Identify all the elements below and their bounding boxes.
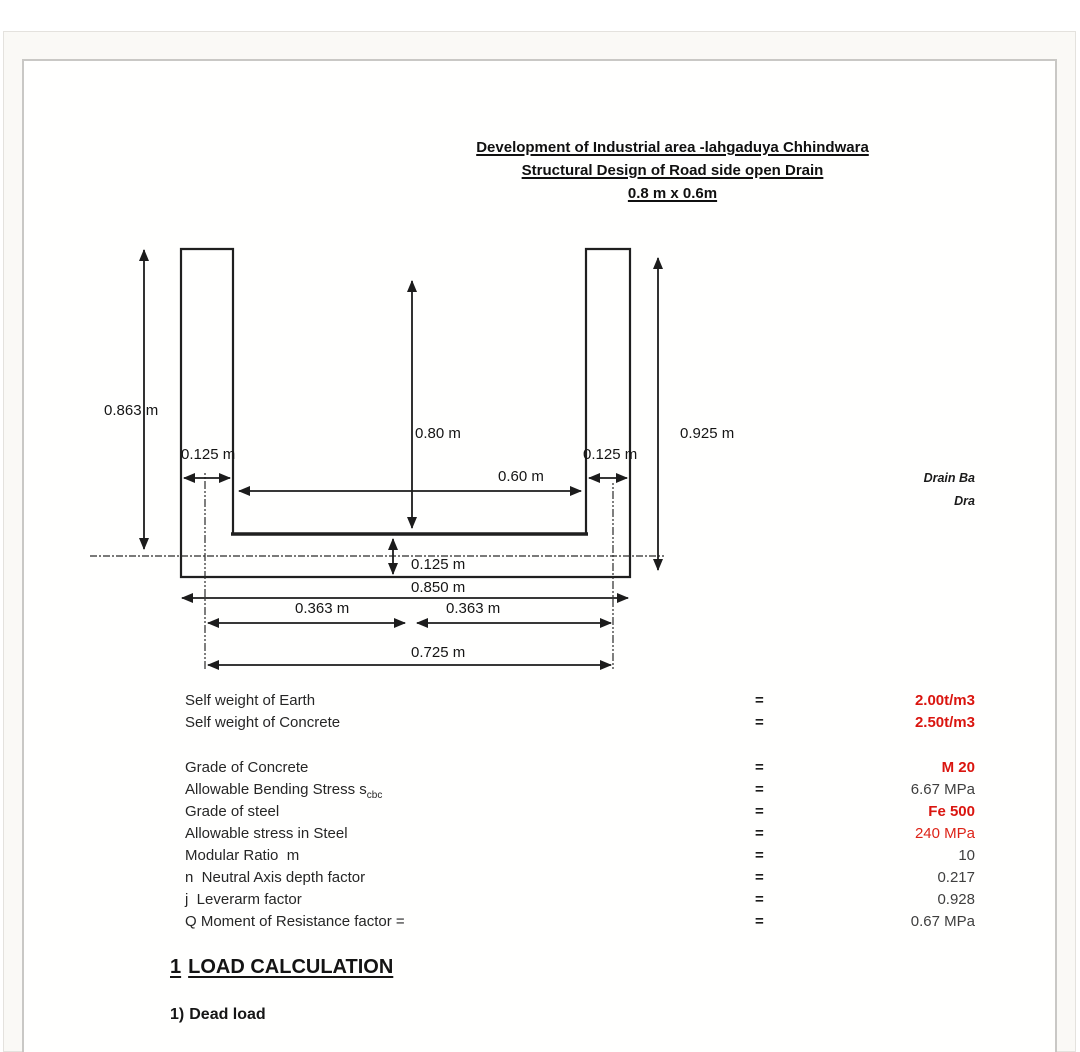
equals-sign: = <box>755 869 764 886</box>
section-title: LOAD CALCULATION <box>188 956 394 978</box>
dim-wall-right-label: 0.125 m <box>583 446 638 463</box>
table-row <box>185 781 975 803</box>
equals-sign: = <box>755 891 764 908</box>
dim-height-right-label: 0.925 m <box>680 425 735 442</box>
dead-load-heading <box>170 1006 266 1024</box>
table-row <box>185 869 975 891</box>
table-row <box>185 692 975 714</box>
dim-wall-left-label: 0.125 m <box>181 446 236 463</box>
table-row <box>185 803 975 825</box>
dim-half-left-label: 0.363 m <box>295 600 350 617</box>
dim-height-left-label: 0.863 m <box>104 402 159 419</box>
subscript-cbc: cbc <box>366 790 383 801</box>
param-label: Allowable stress in Steel <box>185 825 348 842</box>
title-line-3: 0.8 m x 0.6m <box>627 185 718 202</box>
table-row <box>185 847 975 869</box>
section-number: 1 <box>170 956 182 978</box>
subsection-title: Dead load <box>189 1006 266 1023</box>
param-label: Modular Ratio m <box>185 847 300 864</box>
dim-inner-depth-label: 0.80 m <box>415 425 461 442</box>
drain-outline <box>181 249 630 577</box>
equals-sign: = <box>755 781 764 798</box>
param-value: 0.217 <box>937 869 975 886</box>
table-row <box>185 891 975 913</box>
side-note-drain-1: Drain Ba <box>923 471 975 485</box>
dim-total-span-label: 0.725 m <box>411 644 466 661</box>
param-value: 240 MPa <box>914 825 975 842</box>
param-value: 2.50t/m3 <box>914 714 975 731</box>
dim-base-width-label: 0.850 m <box>411 579 466 596</box>
param-label: n Neutral Axis depth factor <box>185 869 366 886</box>
title-line-2: Structural Design of Road side open Drain <box>521 162 824 179</box>
document-title <box>340 136 1005 205</box>
equals-sign: = <box>755 759 764 776</box>
param-value: 0.928 <box>937 891 975 908</box>
reference-lines <box>90 473 664 670</box>
param-label: j Leverarm factor <box>185 891 302 908</box>
table-row <box>185 714 975 736</box>
param-label: Grade of Concrete <box>185 759 309 776</box>
equals-sign: = <box>755 913 764 930</box>
design-parameters-table <box>185 692 975 935</box>
table-row <box>185 759 975 781</box>
equals-sign: = <box>755 692 764 709</box>
param-value: M 20 <box>941 759 975 776</box>
param-value: 10 <box>958 847 975 864</box>
param-label: Self weight of Concrete <box>185 714 341 731</box>
param-value: 6.67 MPa <box>910 781 975 798</box>
dim-half-right-label: 0.363 m <box>446 600 501 617</box>
title-line-1: Development of Industrial area -lahgaduya Chhindwara <box>476 139 869 156</box>
param-label: Grade of steel <box>185 803 280 820</box>
subsection-number: 1) <box>170 1006 185 1023</box>
equals-sign: = <box>755 825 764 842</box>
side-note-drain-2: Dra <box>954 494 975 508</box>
param-value: 0.67 MPa <box>910 913 975 930</box>
equals-sign: = <box>755 803 764 820</box>
equals-sign: = <box>755 714 764 731</box>
dim-slab-label: 0.125 m <box>411 556 466 573</box>
load-calculation-heading <box>170 956 393 979</box>
param-value: 2.00t/m3 <box>914 692 975 709</box>
equals-sign: = <box>755 847 764 864</box>
param-label: Self weight of Earth <box>185 692 316 709</box>
param-label: Q Moment of Resistance factor = <box>185 913 405 930</box>
param-label: Allowable Bending Stress $s_{cbc}$ <box>185 781 383 801</box>
dim-inner-width-label: 0.60 m <box>498 468 544 485</box>
table-row <box>185 913 975 935</box>
table-row <box>185 825 975 847</box>
param-value: Fe 500 <box>928 803 975 820</box>
